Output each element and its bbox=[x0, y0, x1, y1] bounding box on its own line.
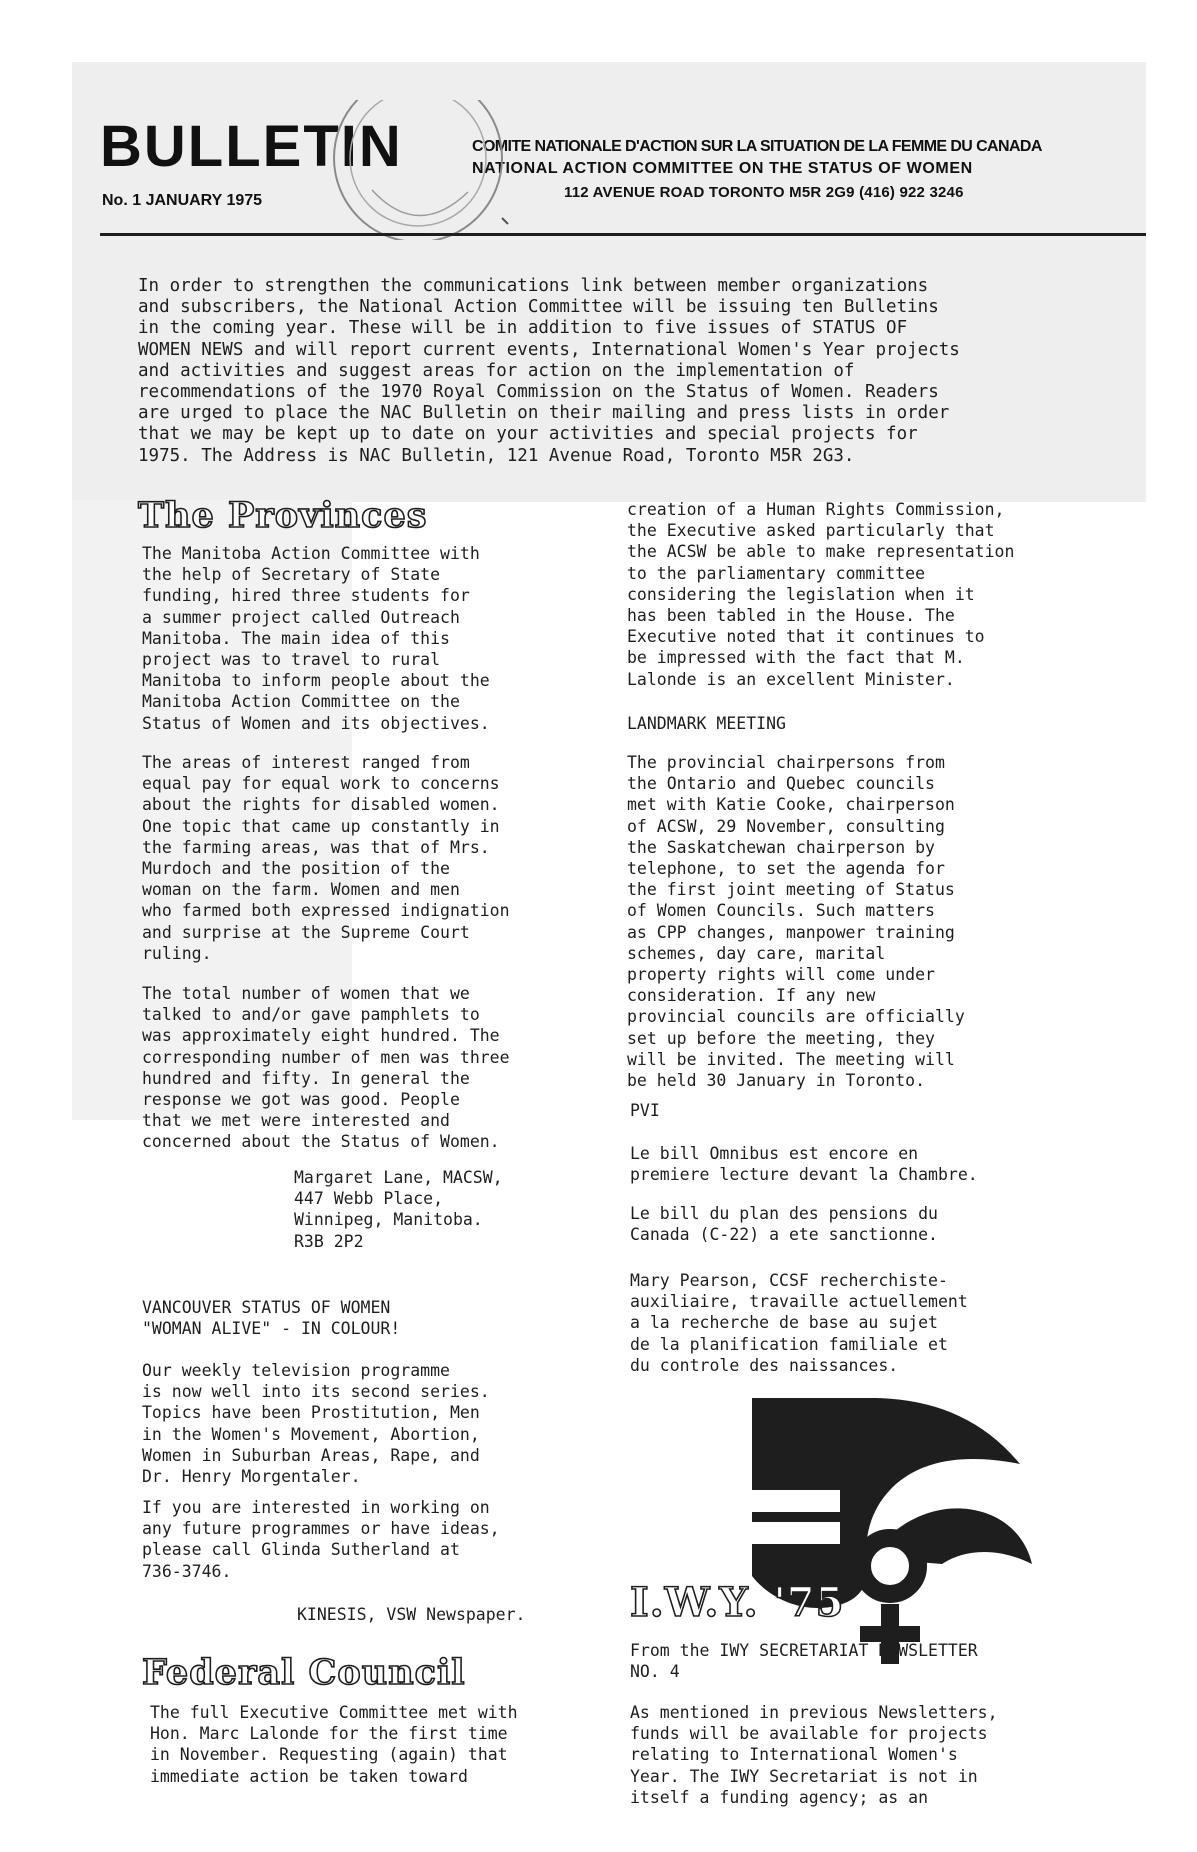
masthead-rule bbox=[100, 233, 1146, 236]
vancouver-signature: KINESIS, VSW Newspaper. bbox=[297, 1605, 526, 1624]
issue-line: No. 1 JANUARY 1975 bbox=[102, 192, 263, 209]
iwy-source-line: From the IWY SECRETARIAT NEWSLETTER NO. 4 bbox=[630, 1641, 978, 1682]
provinces-paragraph-2: The areas of interest ranged from equal pay for equal work to concerns about the rights for disabled women. One topic that came up constantly in the farming areas, was that of Mrs. Murdoch and the position of the woman on the farm. Women and men who farmed both expressed indignation and surprise at the Supreme Court ruling. bbox=[142, 753, 510, 963]
provinces-paragraph-1: The Manitoba Action Committee with the help of Secretary of State funding, hired three students for a summer project called Outreach Manitoba. The main idea of this project was to travel to rural Manitoba to inform people about the Manitoba Action Committee on the Status of Women and its objectives. bbox=[142, 544, 490, 733]
iwy-heading: I.W.Y. '75 bbox=[630, 1579, 845, 1626]
vancouver-paragraph-2: If you are interested in working on any future programmes or have ideas, please call Glinda Sutherland at 736-3746. bbox=[142, 1498, 500, 1581]
postmark-stamp-icon bbox=[312, 100, 532, 240]
provinces-paragraph-3: The total number of women that we talked to and/or gave pamphlets to was approximately eight hundred. The corresponding number of men was three hundred and fifty. In general the response we got was good. People that we met were interested and concerned about the Status of Women. bbox=[142, 984, 510, 1152]
iwy-paragraph: As mentioned in previous Newsletters, funds will be available for projects relating to International Women's Year. The IWY Secretariat is not in itself a funding agency; as an bbox=[630, 1703, 998, 1807]
org-name-french: COMITE NATIONALE D'ACTION SUR LA SITUATION DE LA FEMME DU CANADA bbox=[472, 138, 1042, 155]
provinces-heading: The Provinces bbox=[138, 495, 428, 536]
landmark-meeting-heading: LANDMARK MEETING bbox=[627, 714, 786, 733]
masthead-title: BULLETIN bbox=[100, 114, 403, 179]
pvi-paragraph-2: Le bill du plan des pensions du Canada (C-22) a ete sanctionne. bbox=[630, 1204, 938, 1245]
federal-continued-paragraph: creation of a Human Rights Commission, the Executive asked particularly that the ACSW be able to make representation to the parliamentary committee considering the legislation when it has been tabled in the House. The Executive noted that it continues to be impressed with the fact that M. Lalonde is an excellent Minister. bbox=[627, 500, 1015, 689]
provinces-signature: Margaret Lane, MACSW, 447 Webb Place, Winnipeg, Manitoba. R3B 2P2 bbox=[294, 1168, 503, 1251]
intro-paragraph: In order to strengthen the communications link between member organizations and subscribers, the National Action Committee will be issuing ten Bulletins in the coming year. These will be in addition to five issues of STATUS OF WOMEN NEWS and will report current events, International Women's Year projects and activities and suggest areas for action on the implementation of recommendations of the 1970 Royal Commission on the Status of Women. Readers are urged to place the NAC Bulletin on their mailing and press lists in order that we may be kept up to date on your activities and special projects for 1975. The Address is NAC Bulletin, 121 Avenue Road, Toronto M5R 2G3. bbox=[138, 276, 960, 466]
org-name-english: NATIONAL ACTION COMMITTEE ON THE STATUS OF WOMEN bbox=[472, 160, 973, 177]
vancouver-paragraph-1: Our weekly television programme is now well into its second series. Topics have been Prostitution, Men in the Women's Movement, Abortion, Women in Suburban Areas, Rape, and Dr. Henry Morgentaler. bbox=[142, 1361, 490, 1487]
pvi-paragraph-3: Mary Pearson, CCSF recherchiste- auxiliaire, travaille actuellement a la recherche de base au sujet de la planification familiale et du controle des naissances. bbox=[630, 1271, 968, 1375]
landmark-meeting-paragraph: The provincial chairpersons from the Ontario and Quebec councils met with Katie Cooke, chairperson of ACSW, 29 November, consulting the Saskatchewan chairperson by telephone, to set the agenda for the first joint meeting of Status of Women Councils. Such matters as CPP changes, manpower training schemes, day care, marital property rights will come under consideration. If any new provincial councils are officially set up before the meeting, they will be invited. The meeting will be held 30 January in Toronto. bbox=[627, 753, 965, 1091]
pvi-paragraph-1: Le bill Omnibus est encore en premiere lecture devant la Chambre. bbox=[630, 1144, 978, 1185]
vancouver-heading: VANCOUVER STATUS OF WOMEN "WOMAN ALIVE" - IN COLOUR! bbox=[142, 1298, 401, 1338]
org-address: 112 AVENUE ROAD TORONTO M5R 2G9 (416) 922 3246 bbox=[564, 184, 964, 201]
federal-council-heading: Federal Council bbox=[142, 1652, 466, 1693]
pvi-heading: PVI bbox=[630, 1101, 660, 1120]
iwy-dove-logo-icon bbox=[720, 1398, 1050, 1668]
federal-council-paragraph: The full Executive Committee met with Hon. Marc Lalonde for the first time in November. Requesting (again) that immediate action be taken toward bbox=[150, 1703, 518, 1786]
